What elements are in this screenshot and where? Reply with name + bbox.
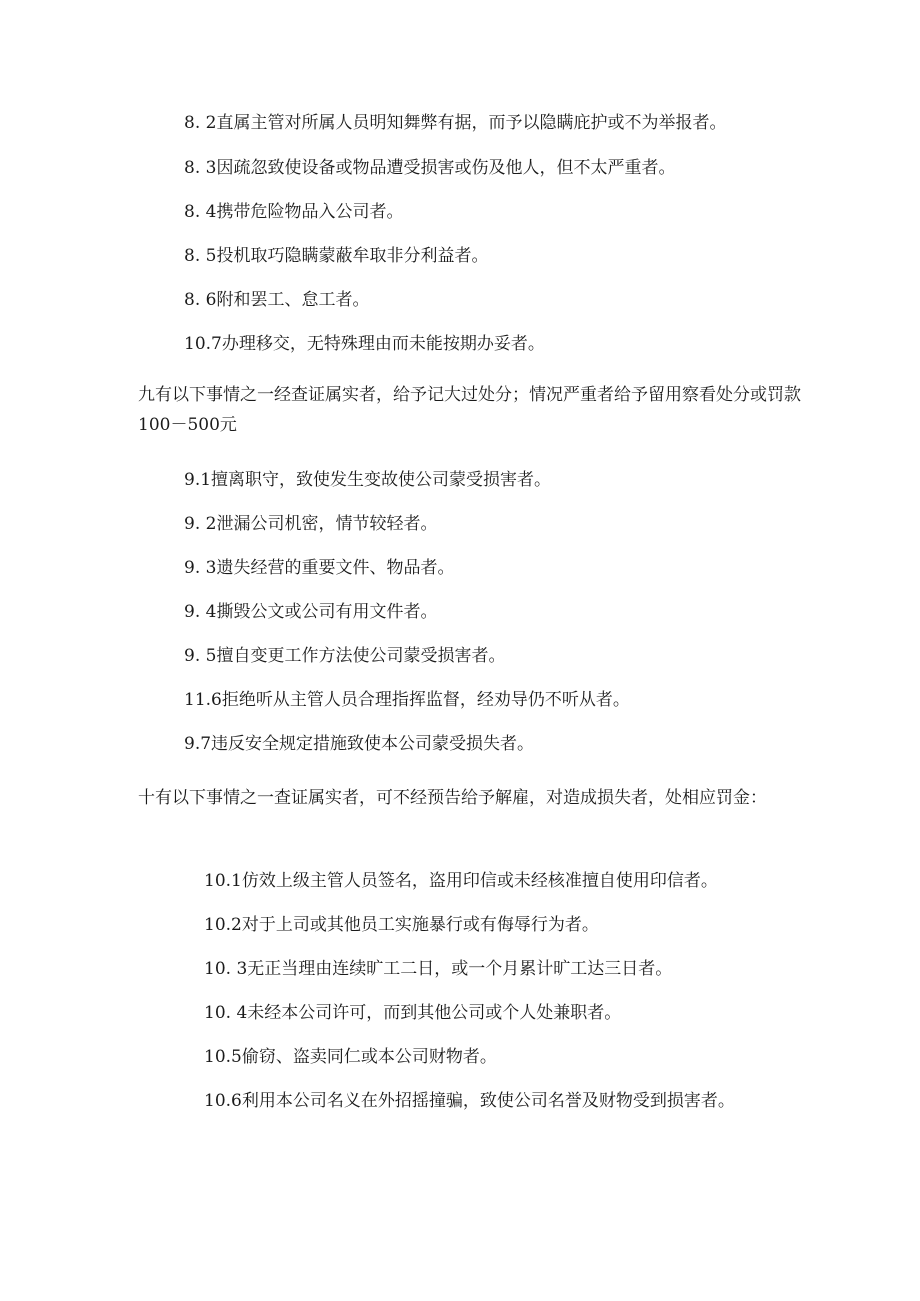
clause-11-6: 11.6拒绝听从主管人员合理指挥监督，经劝导仍不听从者。 xyxy=(184,690,630,710)
clause-9-3: 9. 3遗失经营的重要文件、物品者。 xyxy=(184,558,455,578)
section-9-heading: 九有以下事情之一经查证属实者，给予记大过处分；情况严重者给予留用察看处分或罚款100－500元 xyxy=(138,385,801,435)
clause-10-2: 10.2对于上司或其他员工实施暴行或有侮辱行为者。 xyxy=(204,915,599,935)
clause-9-1: 9.1擅离职守，致使发生变故使公司蒙受损害者。 xyxy=(184,470,552,490)
clause-10-3: 10. 3无正当理由连续旷工二日，或一个月累计旷工达三日者。 xyxy=(204,959,673,979)
clause-9-7: 9.7违反安全规定措施致使本公司蒙受损失者。 xyxy=(184,734,535,754)
clause-10-5: 10.5偷窃、盗卖同仁或本公司财物者。 xyxy=(204,1047,497,1067)
clause-10-7: 10.7办理移交，无特殊理由而未能按期办妥者。 xyxy=(184,334,545,354)
clause-8-2: 8. 2直属主管对所属人员明知舞弊有据，而予以隐瞒庇护或不为举报者。 xyxy=(184,113,727,133)
clause-10-1: 10.1仿效上级主管人员签名，盗用印信或未经核准擅自使用印信者。 xyxy=(204,871,718,891)
clause-8-4: 8. 4携带危险物品入公司者。 xyxy=(184,202,404,222)
clause-9-4: 9. 4撕毁公文或公司有用文件者。 xyxy=(184,602,438,622)
clause-8-3: 8. 3因疏忽致使设备或物品遭受损害或伤及他人，但不太严重者。 xyxy=(184,158,676,178)
clause-8-6: 8. 6附和罢工、怠工者。 xyxy=(184,290,370,310)
clause-9-5: 9. 5擅自变更工作方法使公司蒙受损害者。 xyxy=(184,646,506,666)
clause-10-4: 10. 4未经本公司许可，而到其他公司或个人处兼职者。 xyxy=(204,1003,622,1023)
clause-8-5: 8. 5投机取巧隐瞒蒙蔽牟取非分利益者。 xyxy=(184,246,489,266)
clause-10-6: 10.6利用本公司名义在外招摇撞骗，致使公司名誉及财物受到损害者。 xyxy=(204,1091,735,1111)
section-10-heading: 十有以下事情之一查证属实者，可不经预告给予解雇，对造成损失者，处相应罚金： xyxy=(138,788,767,808)
clause-9-2: 9. 2泄漏公司机密，情节较轻者。 xyxy=(184,514,438,534)
